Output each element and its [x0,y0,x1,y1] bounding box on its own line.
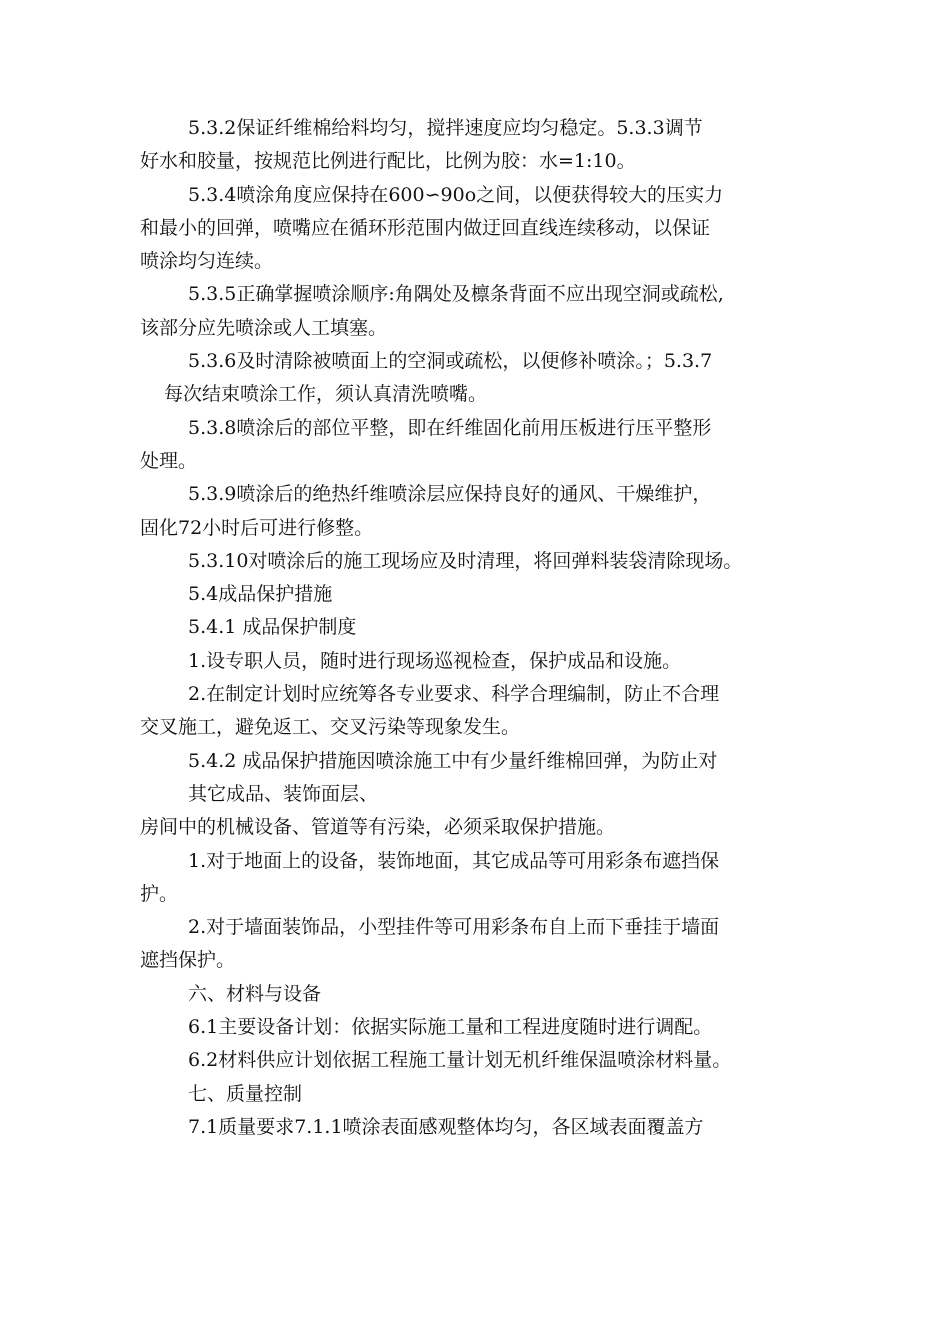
section-heading: 5.4成品保护措施 [188,583,333,606]
text-line: 好水和胶量，按规范比例进行配比，比例为胶：水=1:10。 [140,150,636,173]
text-line: 5.3.8喷涂后的部位平整，即在纤维固化前用压板进行压平整形 [188,416,712,439]
text-line: 2.对于墙面装饰品，小型挂件等可用彩条布自上而下垂挂于墙面 [188,916,720,939]
text-line: 1.对于地面上的设备，装饰地面，其它成品等可用彩条布遮挡保 [188,849,720,872]
text-line: 每次结束喷涂工作，须认真清洗喷嘴。 [164,383,488,406]
text-line: 6.2材料供应计划依据工程施工量计划无机纤维保温喷涂材料量。 [188,1049,732,1072]
section-heading: 5.4.1 成品保护制度 [188,616,357,639]
text-line: 2.在制定计划时应统筹各专业要求、科学合理编制，防止不合理 [188,683,720,706]
text-line: 1.设专职人员，随时进行现场巡视检查，保护成品和设施。 [188,649,682,672]
text-line: 5.3.9喷涂后的绝热纤维喷涂层应保持良好的通风、干燥维护， [188,483,712,506]
text-line: 处理。 [140,449,198,472]
text-line: 5.4.2 成品保护措施因喷涂施工中有少量纤维棉回弹，为防止对 [188,749,718,772]
text-line: 其它成品、装饰面层、 [188,782,379,805]
text-line: 6.1主要设备计划：依据实际施工量和工程进度随时进行调配。 [188,1016,713,1039]
text-line: 和最小的回弹，喷嘴应在循环形范围内做迂回直线连续移动，以保证 [140,216,711,239]
text-line: 护。 [140,882,179,905]
text-line: 5.3.6及时清除被喷面上的空洞或疏松，以便修补喷涂。；5.3.7 [188,350,713,373]
text-line: 交叉施工，避免返工、交叉污染等现象发生。 [140,716,521,739]
text-line: 5.3.10对喷涂后的施工现场应及时清理，将回弹料装袋清除现场。 [188,549,743,572]
text-line: 固化72小时后可进行修整。 [140,516,374,539]
body-text [140,112,812,1144]
text-line: 遮挡保护。 [140,949,236,972]
text-line: 5.3.2保证纤维棉给料均匀，搅拌速度应均匀稳定。5.3.3调节 [188,117,703,139]
text-line: 房间中的机械设备、管道等有污染，必须采取保护措施。 [140,816,616,839]
section-heading: 六、材料与设备 [188,982,322,1005]
text-line: 该部分应先喷涂或人工填塞。 [140,316,388,339]
text-line: 7.1质量要求7.1.1喷涂表面感观整体均匀，各区域表面覆盖方 [188,1115,704,1138]
text-line: 喷涂均匀连续。 [140,250,274,273]
text-line: 5.3.4喷涂角度应保持在600∽90o之间，以便获得较大的压实力 [188,183,724,206]
text-line: 5.3.5正确掌握喷涂顺序:角隅处及檩条背面不应出现空洞或疏松, [188,283,724,306]
section-heading: 七、质量控制 [188,1082,303,1105]
